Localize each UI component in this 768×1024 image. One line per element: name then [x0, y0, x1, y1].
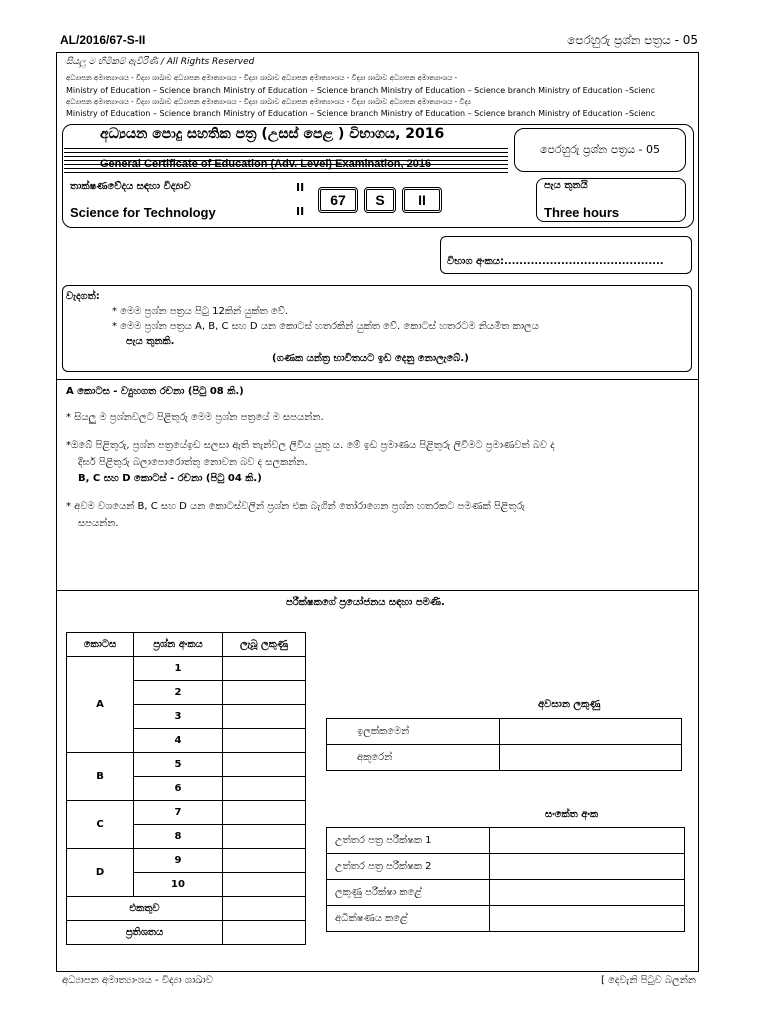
- subject-code-box: [364, 187, 396, 213]
- in-words-label: අකුරෙන්: [327, 745, 500, 771]
- subject-english: Science for Technology: [70, 205, 216, 220]
- question-number: 1: [134, 657, 223, 681]
- code-row-label: ලකුණු පරීක්ෂා කළේ: [327, 880, 490, 906]
- paper-number-label: පෙරහුරු ප්‍රශ්න පත්‍රය - 05: [540, 143, 660, 156]
- code-cell[interactable]: [490, 854, 685, 880]
- watermark-line: Ministry of Education – Science branch Ministry of Education – Science branch Ministry of Education – Science branch Ministry of Education –Scienc: [66, 86, 656, 95]
- code-row-label: අධීක්ෂණය කළේ: [327, 906, 490, 932]
- percentage-cell[interactable]: [223, 921, 306, 945]
- question-number: 9: [134, 849, 223, 873]
- instruction-line: *ඔබේ පිළිතුරු, ප්‍රශ්න පත්‍රයේඉඩ සලසා ඇති තැන්වල ලිවිය යුතු ය. මේ ඉඩ ප්‍රමාණය පිළිතුරු ලිවීමට ප්‍රමාණවත් බව ද: [66, 440, 555, 451]
- paper-number-box: [514, 128, 686, 172]
- footer-ministry: අධ්‍යාපන අමාත්‍යාංශය - විද්‍යා ශාඛාව: [62, 975, 213, 986]
- index-number-field[interactable]: [440, 236, 692, 274]
- divider: [56, 590, 699, 591]
- calculator-note: (ගණක යන්ත්‍ර භාවිතයට ඉඩ දෙනු නොලැබේ.): [272, 353, 469, 364]
- note-line: * මෙම ප්‍රශ්න පත්‍රය පිටු 12කින් යුක්ත වේ.: [112, 306, 289, 317]
- duration-sinhala: පැය තුනයි: [544, 180, 588, 191]
- code-row-label: උත්තර පත්‍ර පරීක්ෂක 1: [327, 828, 490, 854]
- subject-code: 67: [330, 192, 346, 208]
- examiner-heading: පරීක්ෂකගේ ප්‍රයෝජනය සඳහා පමණි.: [286, 597, 445, 608]
- question-number: 2: [134, 681, 223, 705]
- mark-cell[interactable]: [223, 753, 306, 777]
- in-words-cell[interactable]: [500, 745, 682, 771]
- instruction-line: දීර්ඝ පිළිතුරු බලාපොරොත්තු නොවන බව ද සලකන්න.: [78, 457, 308, 468]
- footer-turn-page: [ දෙවැනි පිටුව බලන්න: [601, 975, 696, 986]
- subject-code: II: [418, 192, 426, 208]
- part-a-heading: A කොටස - ව්‍යුහගත රචනා (පිටු 08 කි.): [66, 386, 244, 397]
- divider: [56, 379, 699, 380]
- section-cell: C: [67, 801, 134, 849]
- marks-table: [66, 632, 306, 945]
- subject-code: S: [375, 192, 385, 208]
- paper-code: AL/2016/67-S-II: [60, 33, 146, 47]
- instruction-line: * අවම වශයෙන් B, C සහ D යන කොටස්වලින් ප්‍රශ්න එක බැගින් තෝරාගෙන ප්‍රශ්න හතරකට පමණක් පිළිතුරු: [66, 501, 525, 512]
- table-header: කොටස: [67, 633, 134, 657]
- question-number: 10: [134, 873, 223, 897]
- watermark-line: අධ්‍යාපන අමාත්‍යාංශය - විද්‍යා ශාඛාව අධ්‍යාපන අමාත්‍යාංශය - විද්‍යා ශාඛාව අධ්‍යාපන අමාත්‍යාංශය - විද්‍යා ශාඛාව අධ්‍යාපන අමාත්‍යාංශය - විද්‍ය: [66, 98, 472, 106]
- subject-part: II: [296, 205, 305, 218]
- table-header: ලැබූ ලකුණු: [223, 633, 306, 657]
- code-numbers-table: [326, 827, 685, 932]
- subject-code-box: [402, 187, 442, 213]
- code-cell[interactable]: [490, 828, 685, 854]
- subject-code-box: [318, 187, 358, 213]
- duration-english: Three hours: [544, 205, 620, 220]
- section-cell: B: [67, 753, 134, 801]
- total-cell[interactable]: [223, 897, 306, 921]
- final-marks-table: [326, 718, 682, 771]
- section-cell: D: [67, 849, 134, 897]
- mark-cell[interactable]: [223, 801, 306, 825]
- paper-number: පෙරහුරු ප්‍රශ්න පත්‍රය - 05: [567, 33, 698, 47]
- notes-heading: වැදගත්:: [66, 291, 100, 302]
- watermark-line: Ministry of Education – Science branch Ministry of Education – Science branch Ministry of Education – Science branch Ministry of Education –Scienc: [66, 109, 656, 118]
- mark-cell[interactable]: [223, 705, 306, 729]
- code-row-label: උත්තර පත්‍ර පරීක්ෂක 2: [327, 854, 490, 880]
- subject-part: II: [296, 181, 305, 194]
- rights-reserved: සියලු ම හිමිකම් ඇවිරිණි / All Rights Reserved: [66, 57, 255, 67]
- question-number: 5: [134, 753, 223, 777]
- mark-cell[interactable]: [223, 849, 306, 873]
- mark-cell[interactable]: [223, 777, 306, 801]
- question-number: 4: [134, 729, 223, 753]
- exam-title-english: General Certificate of Education (Adv. Level) Examination, 2016: [100, 158, 432, 170]
- final-marks-heading: අවසාන ලකුණු: [538, 699, 601, 710]
- code-numbers-heading: සංකේත අංක: [545, 809, 599, 820]
- code-cell[interactable]: [490, 906, 685, 932]
- table-header: ප්‍රශ්න අංකය: [134, 633, 223, 657]
- question-number: 3: [134, 705, 223, 729]
- question-number: 6: [134, 777, 223, 801]
- mark-cell[interactable]: [223, 873, 306, 897]
- in-numbers-label: ඉලක්කමෙන්: [327, 719, 500, 745]
- code-cell[interactable]: [490, 880, 685, 906]
- total-label: එකතුව: [67, 897, 223, 921]
- instruction-line: * සියලු ම ප්‍රශ්නවලට පිළිතුරු මෙම ප්‍රශ්න පත්‍රයේ ම සපයන්න.: [66, 412, 324, 423]
- watermark-line: අධ්‍යාපන අමාත්‍යාංශය - විද්‍යා ශාඛාව අධ්‍යාපන අමාත්‍යාංශය - විද්‍යා ශාඛාව අධ්‍යාපන අමාත්‍යාංශය - විද්‍යා ශාඛාව අධ්‍යාපන අමාත්‍යාංශය -: [66, 74, 458, 82]
- question-number: 8: [134, 825, 223, 849]
- index-number-label: විභාග අංකය:..........................................: [447, 256, 664, 267]
- note-line: * මෙම ප්‍රශ්න පත්‍රය A, B, C සහ D යන කොටස් හතරකින් යුක්ත වේ. කොටස් හතරටම නියමිත කාලය: [112, 321, 539, 332]
- part-bcd-heading: B, C සහ D කොටස් - රචනා (පිටු 04 කි.): [78, 473, 262, 484]
- subject-sinhala: තාක්ෂණවේදය සඳහා විද්‍යාව: [70, 181, 191, 192]
- section-cell: A: [67, 657, 134, 753]
- question-number: 7: [134, 801, 223, 825]
- exam-title-sinhala: අධ්‍යයන පොදු සහතික පත්‍ර (උසස් පෙළ ) විභාගය, 2016: [100, 126, 445, 142]
- note-line: පැය තුනකි.: [126, 336, 175, 347]
- mark-cell[interactable]: [223, 825, 306, 849]
- mark-cell[interactable]: [223, 681, 306, 705]
- instruction-line: සපයන්න.: [78, 518, 119, 529]
- mark-cell[interactable]: [223, 729, 306, 753]
- percentage-label: ප්‍රතිශතය: [67, 921, 223, 945]
- in-numbers-cell[interactable]: [500, 719, 682, 745]
- mark-cell[interactable]: [223, 657, 306, 681]
